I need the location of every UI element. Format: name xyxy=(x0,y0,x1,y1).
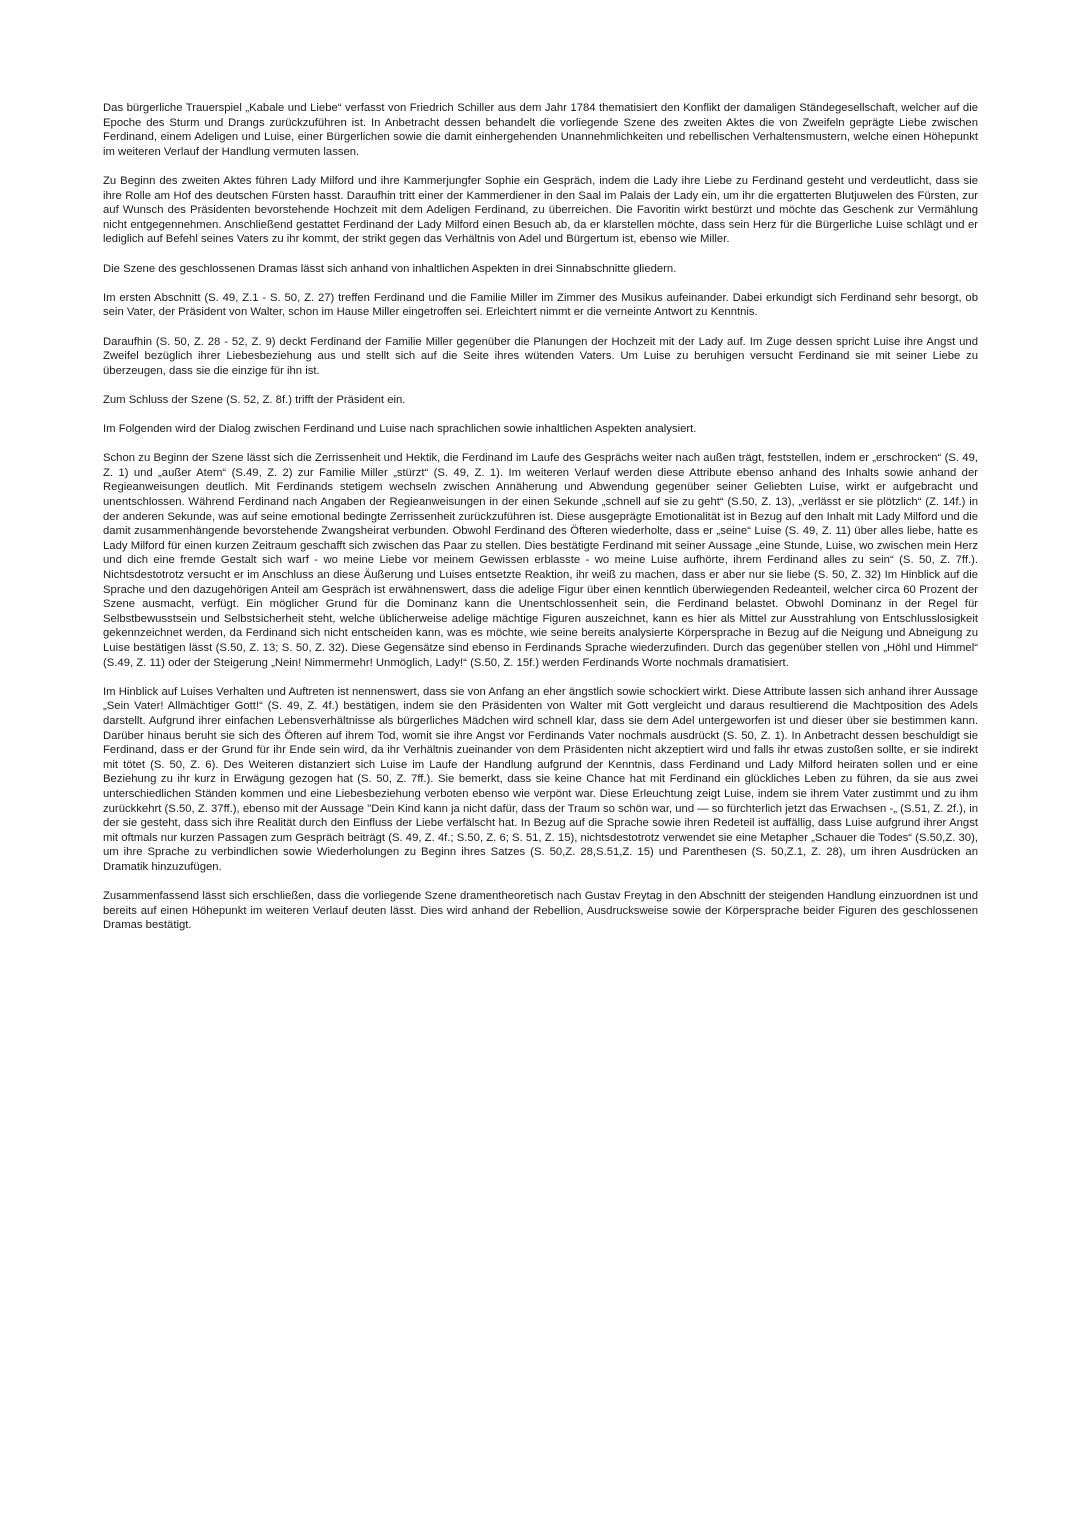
paragraph-second-section: Daraufhin (S. 50, Z. 28 - 52, Z. 9) deckt Ferdinand der Familie Miller gegenüber die Planungen der Hochzeit mit der Lady auf. Im Zuge dessen spricht Luise ihre Angst und Zweifel bezüglich ihrer Liebesbeziehung aus und stellt sich auf die Seite ihres wütenden Vaters. Um Luise zu beruhigen versucht Ferdinand sie mit seiner Liebe zu überzeugen, dass sie die einzige für ihn ist. xyxy=(103,335,978,377)
paragraph-context-act-two: Zu Beginn des zweiten Aktes führen Lady Milford und ihre Kammerjungfer Sophie ein Gespräch, indem die Lady ihre Liebe zu Ferdinand gesteht und verdeutlicht, dass sie ihre Rolle am Hof des deutschen Fürsten hasst. Daraufhin tritt einer der Kammerdiener in den Saal im Palais der Lady ein, um ihr die ergatterten Blutjuwelen des Fürsten, zur auf Wunsch des Präsidenten bevorstehende Hochzeit mit dem Adeligen Ferdinand, zu überreichen. Die Favoritin wirkt bestürzt und möchte das Geschenk zur Vermählung nicht entgegennehmen. Anschließend gestattet Ferdinand der Lady Milford einen Besuch ab, da er klarstellen möchte, dass sein Herz für die Bürgerliche Luise schlägt und er lediglich auf Befehl seines Vaters zu ihr kommt, der strikt gegen das Verhältnis von Adel und Bürgertum ist, ebenso wie Miller. xyxy=(103,174,978,246)
paragraph-structure-overview: Die Szene des geschlossenen Dramas lässt sich anhand von inhaltlichen Aspekten in drei Sinnabschnitte gliedern. xyxy=(103,262,677,275)
paragraph-analysis-intro: Im Folgenden wird der Dialog zwischen Ferdinand und Luise nach sprachlichen sowie inhaltlichen Aspekten analysiert. xyxy=(103,423,697,436)
paragraph-introduction: Das bürgerliche Trauerspiel „Kabale und Liebe“ verfasst von Friedrich Schiller aus dem Jahr 1784 thematisiert den Konflikt der damaligen Ständegesellschaft, welcher auf die Epoche des Sturm und Drangs zurückzuführen ist. In Anbetracht dessen behandelt die vorliegende Szene des zweiten Aktes die von Zweifeln geprägte Liebe zwischen Ferdinand, einem Adeligen und Luise, einer Bürgerlichen sowie die damit einhergehenden Unannehmlichkeiten und rebellischen Verhaltensmustern, welche einen Höhepunkt im weiteren Verlauf der Handlung vermuten lassen. xyxy=(103,102,978,158)
paragraph-conclusion: Zusammenfassend lässt sich erschließen, dass die vorliegende Szene dramentheoretisch nach Gustav Freytag in den Abschnitt der steigenden Handlung einzuordnen ist und bereits auf einen Höhepunkt im weiteren Verlauf deuten lässt. Dies wird anhand der Rebellion, Ausdrucksweise sowie der Körpersprache beider Figuren des geschlossenen Dramas bestätigt. xyxy=(103,890,978,932)
paragraph-analysis-ferdinand: Schon zu Beginn der Szene lässt sich die Zerrissenheit und Hektik, die Ferdinand im Laufe des Gesprächs weiter nach außen trägt, feststellen, indem er „erschrocken“ (S. 49, Z. 1) und „außer Atem“ (S.49, Z. 2) zur Familie Miller „stürzt“ (S. 49, Z. 1). Im weiteren Verlauf werden diese Attribute ebenso anhand des Inhalts sowie anhand der Regieanweisungen deutlich. Mit Ferdinands stetigem wechseln zwischen Annäherung und Abwendung gegenüber seiner Geliebten Luise, wirkt er aufgebracht und unentschlossen. Während Ferdinand nach Angaben der Regieanweisungen in der einen Sekunde „schnell auf sie zu geht“ (S.50, Z. 13), „verlässt er sie plötzlich“ (Z. 14f.) in der anderen Sekunde, was auf seine emotional bedingte Zerrissenheit zurückzuführen ist. Diese ausgeprägte Emotionalität ist in Bezug auf den Inhalt mit Lady Milford und die damit zusammenhängende bevorstehende Zwangsheirat verbunden. Obwohl Ferdinand des Öfteren wiederholte, dass er „seine“ Luise (S. 49, Z. 11) über alles liebe, hatte es Lady Milford für einen kurzen Zeitraum geschafft sich zwischen das Paar zu stellen. Dies bestätigte Ferdinand mit seiner Aussage „eine Stunde, Luise, wo zwischen mein Herz und dich eine fremde Gestalt sich warf - wo meine Liebe vor meinem Gewissen erblasste - wo meine Luise aufhörte, ihrem Ferdinand alles zu sein“ (S. 50, Z. 7ff.). Nichtsdestotrotz versucht er im Anschluss an diese Äußerung und Luises entsetzte Reaktion, ihr weiß zu machen, dass er aber nur sie liebe (S. 50, Z. 32) Im Hinblick auf die Sprache und den dazugehörigen Anteil am Gespräch ist erwähnenswert, dass die adelige Figur über einen kenntlich überwiegenden Redeanteil, welcher circa 60 Prozent der Szene ausmacht, verfügt. Ein möglicher Grund für die Dominanz kann die Unentschlossenheit sein, die Ferdinand belastet. Obwohl Dominanz in der Regel für Selbstbewusstsein und Selbstsicherheit steht, welche üblicherweise adelige mächtige Figuren auszeichnet, kann es hier als Mittel zur Ausstrahlung von Entschlusslosigkeit gekennzeichnet werden, da Ferdinand sich nicht entscheiden kann, was es möchte, wie seine bereits analysierte Körpersprache in Bezug auf die Neigung und Abneigung zu Luise bestätigen lässt (S.50, Z. 13; S. 50, Z. 32). Diese Gegensätze sind ebenso in Ferdinands Sprache wiederzufinden. Durch das gegenüber stellen von „Höhl und Himmel“ (S.49, Z. 11) oder der Steigerung „Nein! Nimmermehr! Unmöglich, Lady!“ (S.50, Z. 15f.) werden Ferdinands Worte nochmals dramatisiert. xyxy=(103,452,978,669)
paragraph-third-section: Zum Schluss der Szene (S. 52, Z. 8f.) trifft der Präsident ein. xyxy=(103,393,406,406)
document-page xyxy=(103,101,978,947)
paragraph-analysis-luise: Im Hinblick auf Luises Verhalten und Auftreten ist nennenswert, dass sie von Anfang an eher ängstlich sowie schockiert wirkt. Diese Attribute lassen sich anhand ihrer Aussage „Sein Vater! Allmächtiger Gott!“ (S. 49, Z. 4f.) bestätigen, indem sie den Präsidenten von Walter mit Gott vergleicht und daraus resultierend die Machtposition des Adels darstellt. Aufgrund ihrer einfachen Lebensverhältnisse als bürgerliches Mädchen wird schnell klar, dass sie dem Adel untergeworfen ist und dieser über sie bestimmen kann. Darüber hinaus beruht sie sich des Öfteren auf ihrem Tod, womit sie ihre Angst vor Ferdinands Vater nochmals ausdrückt (S. 50, Z. 1). In Anbetracht dessen beschuldigt sie Ferdinand, dass er der Grund für ihr Ende sein wird, da ihr Verhältnis zueinander von dem Präsidenten nicht akzeptiert wird und falls ihr etwas zustoßen sollte, er sie indirekt mit tötet (S. 50, Z. 6). Des Weiteren distanziert sich Luise im Laufe der Handlung aufgrund der Kenntnis, dass Ferdinand und Lady Milford heiraten sollen und er eine Beziehung zu ihr kurz in Erwägung gezogen hat (S. 50, Z. 7ff.). Sie bemerkt, dass sie keine Chance hat mit Ferdinand ein glückliches Leben zu führen, da sie aus zwei unterschiedlichen Ständen kommen und eine Liebesbeziehung verboten ebenso wie verpönt war. Diese Erleuchtung zeigt Luise, indem sie ihrem Vater zustimmt und zu ihm zurückkehrt (S.50, Z. 37ff.), ebenso mit der Aussage "Dein Kind kann ja nicht dafür, dass der Traum so schön war, und — so fürchterlich jetzt das Erwachsen -„ (S.51, Z. 2f.), in der sie gesteht, dass sich ihre Realität durch den Einfluss der Liebe verfälscht hat. In Bezug auf die Sprache sowie ihren Redeteil ist auffällig, dass Luise aufgrund ihrer Angst mit oftmals nur kurzen Passagen zum Gespräch beiträgt (S. 49, Z. 4f.; S.50, Z. 6; S. 51, Z. 15), nichtsdestotrotz verwendet sie eine Metapher „Schauer die Todes“ (S.50,Z. 30), um ihre Sprache zu verbindlichen sowie Wiederholungen zu Beginn ihres Satzes (S. 50,Z. 28,S.51,Z. 15) und Parenthesen (S. 50,Z.1, Z. 28), um ihren Ausdrücken an Dramatik hinzuzufügen. xyxy=(103,685,978,873)
paragraph-first-section: Im ersten Abschnitt (S. 49, Z.1 - S. 50, Z. 27) treffen Ferdinand und die Familie Miller im Zimmer des Musikus aufeinander. Dabei erkundigt sich Ferdinand sehr besorgt, ob sein Vater, der Präsident von Walter, schon im Hause Miller eingetroffen sei. Erleichtert nimmt er die verneinte Antwort zu Kenntnis. xyxy=(103,291,978,319)
